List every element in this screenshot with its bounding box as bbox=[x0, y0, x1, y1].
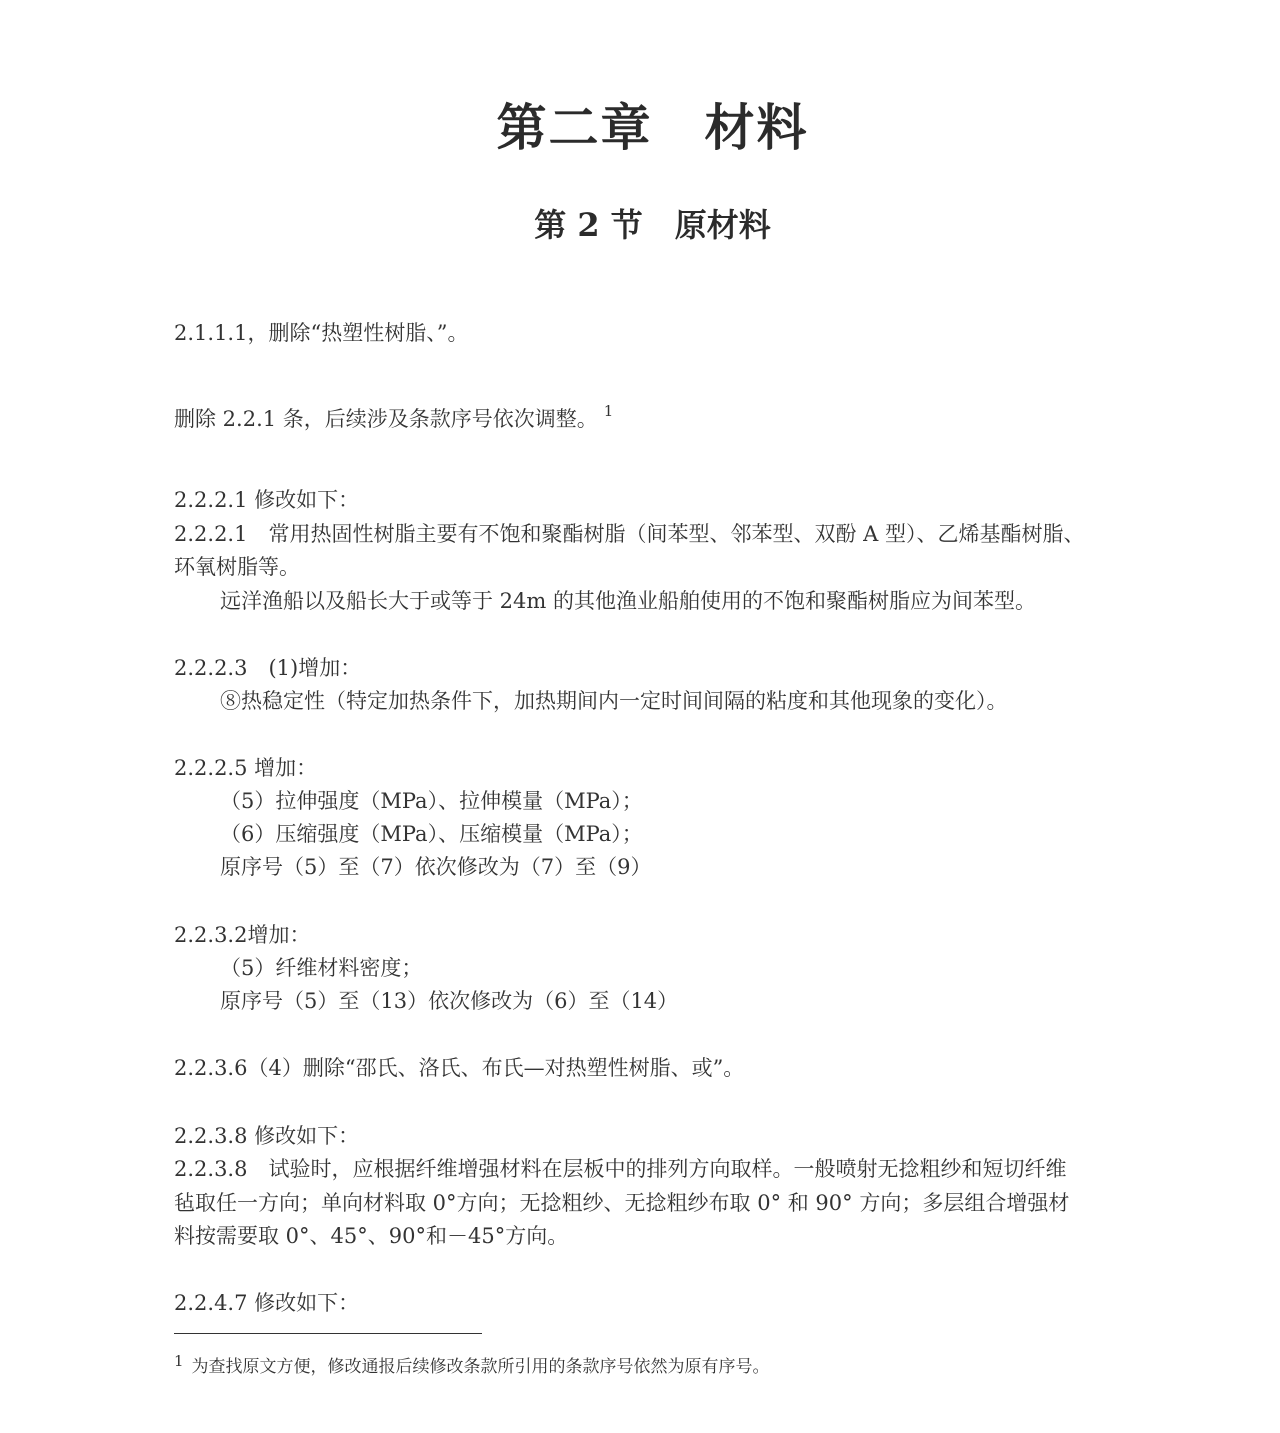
chapter-title: 第二章 材料 bbox=[496, 98, 809, 157]
list-item-fiber-density: （5）纤维材料密度； bbox=[220, 956, 423, 980]
paragraph-2-2-3-2-heading: 2.2.3.2增加： bbox=[174, 923, 311, 947]
paragraph-renumber-5-13: 原序号（5）至（13）依次修改为（6）至（14） bbox=[220, 989, 679, 1013]
paragraph-delete-2-2-1 bbox=[174, 402, 614, 434]
paragraph-2-2-3-8-line3: 料按需要取 0°、45°、90°和－45°方向。 bbox=[174, 1224, 569, 1248]
footnote-divider bbox=[174, 1333, 482, 1334]
footnote-text: 为查找原文方便，修改通报后续修改条款所引用的条款序号依然为原有序号。 bbox=[191, 1357, 770, 1377]
footnote-reference: 1 bbox=[603, 402, 614, 420]
paragraph-delete-2-2-1-text: 删除 2.2.1 条，后续涉及条款序号依次调整。 bbox=[174, 407, 598, 431]
paragraph-2-2-3-6: 2.2.3.6（4）删除“邵氏、洛氏、布氏—对热塑性树脂、或”。 bbox=[174, 1056, 745, 1080]
paragraph-2-2-2-5-heading: 2.2.2.5 增加： bbox=[174, 756, 318, 780]
paragraph-2-2-2-3-heading: 2.2.2.3 (1)增加： bbox=[174, 656, 362, 680]
paragraph-2-2-3-8-heading: 2.2.3.8 修改如下： bbox=[174, 1124, 360, 1148]
paragraph-2-2-2-1-line2: 环氧树脂等。 bbox=[174, 555, 300, 579]
section-title: 第 2 节 原材料 bbox=[534, 206, 771, 244]
list-item-tensile: （5）拉伸强度（MPa）、拉伸模量（MPa）； bbox=[220, 789, 643, 813]
paragraph-2-2-3-8-line2: 毡取任一方向；单向材料取 0°方向；无捻粗纱、无捻粗纱布取 0° 和 90° 方向；多层组合增强材 bbox=[174, 1191, 1070, 1215]
paragraph-2-1-1-1: 2.1.1.1，删除“热塑性树脂、”。 bbox=[174, 321, 469, 345]
footnote bbox=[174, 1352, 770, 1377]
paragraph-resin-requirement: 远洋渔船以及船长大于或等于 24m 的其他渔业船舶使用的不饱和聚酯树脂应为间苯型。 bbox=[220, 589, 1036, 613]
paragraph-renumber-5-7: 原序号（5）至（7）依次修改为（7）至（9） bbox=[220, 855, 652, 879]
footnote-mark: 1 bbox=[174, 1352, 184, 1370]
paragraph-2-2-3-8-line1: 2.2.3.8 试验时，应根据纤维增强材料在层板中的排列方向取样。一般喷射无捻粗纱和短切纤维 bbox=[174, 1157, 1067, 1181]
list-item-compression: （6）压缩强度（MPa）、压缩模量（MPa）； bbox=[220, 822, 643, 846]
paragraph-2-2-2-1-heading: 2.2.2.1 修改如下： bbox=[174, 488, 360, 512]
paragraph-2-2-4-7-heading: 2.2.4.7 修改如下： bbox=[174, 1291, 360, 1315]
paragraph-2-2-2-1-line1: 2.2.2.1 常用热固性树脂主要有不饱和聚酯树脂（间苯型、邻苯型、双酚 A 型）、乙烯基酯树脂、 bbox=[174, 522, 1085, 546]
paragraph-thermal-stability: ⑧热稳定性（特定加热条件下，加热期间内一定时间间隔的粘度和其他现象的变化）。 bbox=[220, 689, 1008, 713]
